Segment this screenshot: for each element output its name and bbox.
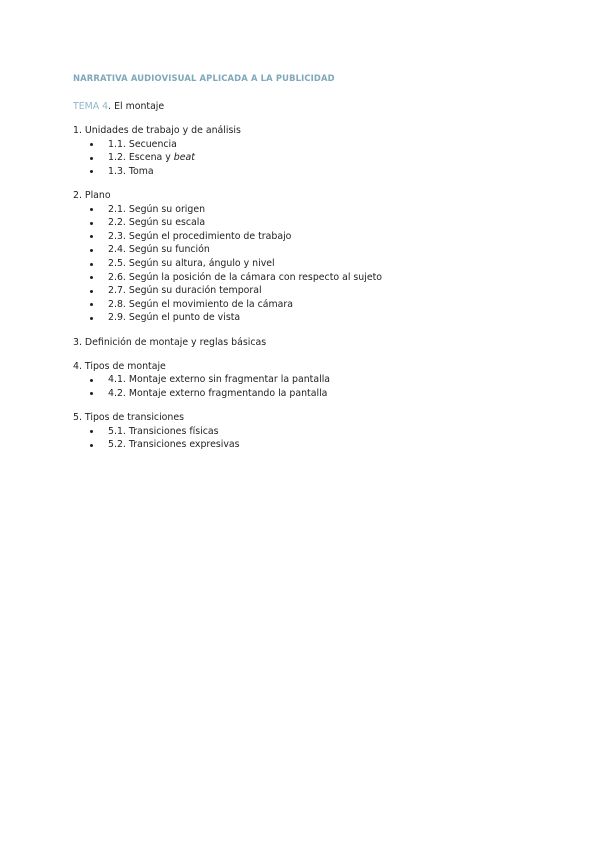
bullet-icon <box>90 249 93 252</box>
bullet-icon <box>90 303 93 306</box>
list-item <box>90 425 553 439</box>
list-item <box>90 138 553 152</box>
list-item-text: 2.7. Según su duración temporal <box>108 285 262 297</box>
list-item <box>90 271 553 285</box>
bullet-icon <box>90 444 93 447</box>
list-item-text: 2.9. Según el punto de vista <box>108 312 241 324</box>
bullet-icon <box>90 222 93 225</box>
section-1 <box>73 124 553 178</box>
list-item-text: 2.2. Según su escala <box>108 217 206 229</box>
list-item-italic-text: beat <box>173 152 195 164</box>
list-item <box>90 298 553 312</box>
list-item <box>90 151 553 165</box>
list-item-text: 2.8. Según el movimiento de la cámara <box>108 298 294 310</box>
subsection-list <box>73 138 553 179</box>
bullet-icon <box>90 317 93 320</box>
list-item-text: 5.1. Transiciones físicas <box>108 425 219 437</box>
bullet-icon <box>90 430 93 433</box>
section-heading: 5. Tipos de transiciones <box>73 412 185 424</box>
bullet-icon <box>90 170 93 173</box>
list-item-text: 2.6. Según la posición de la cámara con respecto al sujeto <box>108 271 383 283</box>
topic-heading <box>73 101 553 113</box>
list-item <box>90 284 553 298</box>
list-item-text: 4.2. Montaje externo fragmentando la pantalla <box>108 387 328 399</box>
subsection-list <box>73 373 553 400</box>
section-4 <box>73 360 553 401</box>
bullet-icon <box>90 276 93 279</box>
bullet-icon <box>90 290 93 293</box>
list-item <box>90 165 553 179</box>
bullet-icon <box>90 157 93 160</box>
table-of-contents <box>73 124 553 452</box>
list-item <box>90 387 553 401</box>
list-item <box>90 216 553 230</box>
list-item <box>90 311 553 325</box>
section-3 <box>73 336 553 350</box>
section-heading: 1. Unidades de trabajo y de análisis <box>73 125 241 136</box>
bullet-icon <box>90 263 93 266</box>
section-heading: 4. Tipos de montaje <box>73 360 166 372</box>
section-2 <box>73 189 553 325</box>
bullet-icon <box>90 208 93 211</box>
section-heading: 2. Plano <box>73 189 111 201</box>
document-title: NARRATIVA AUDIOVISUAL APLICADA A LA PUBLICIDAD <box>73 73 335 83</box>
subsection-list <box>73 203 553 325</box>
bullet-icon <box>90 143 93 146</box>
list-item-text: 5.2. Transiciones expresivas <box>108 439 240 451</box>
list-item <box>90 203 553 217</box>
list-item-text: 1.2. Escena y <box>108 152 174 164</box>
list-item-text: 1.3. Toma <box>108 165 154 177</box>
list-item-text: 2.3. Según el procedimiento de trabajo <box>108 230 292 242</box>
list-item-text: 2.1. Según su origen <box>108 203 206 215</box>
list-item <box>90 243 553 257</box>
list-item <box>90 373 553 387</box>
list-item <box>90 257 553 271</box>
section-5 <box>73 411 553 452</box>
topic-name: . El montaje <box>108 101 165 112</box>
list-item <box>90 230 553 244</box>
bullet-icon <box>90 379 93 382</box>
subsection-list <box>73 425 553 452</box>
list-item-text: 2.4. Según su función <box>108 244 210 256</box>
list-item-text: 4.1. Montaje externo sin fragmentar la pantalla <box>108 374 331 386</box>
bullet-icon <box>90 392 93 395</box>
list-item-text: 1.1. Secuencia <box>108 138 177 150</box>
document-page <box>73 72 553 462</box>
list-item <box>90 438 553 452</box>
section-heading: 3. Definición de montaje y reglas básicas <box>73 336 267 348</box>
topic-label: TEMA 4 <box>73 101 109 112</box>
list-item-text: 2.5. Según su altura, ángulo y nivel <box>108 257 275 269</box>
bullet-icon <box>90 235 93 238</box>
